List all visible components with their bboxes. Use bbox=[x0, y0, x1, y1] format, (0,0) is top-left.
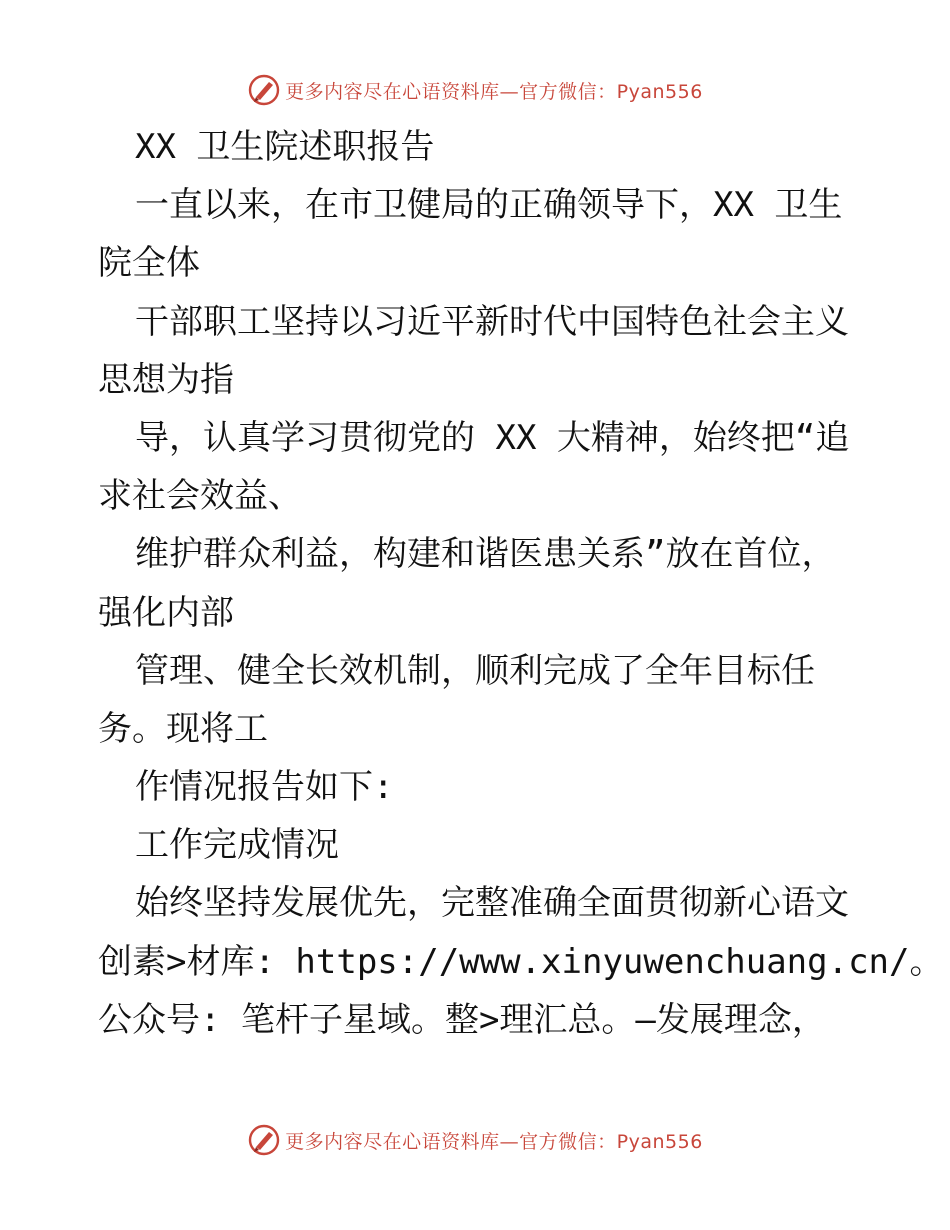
footer-banner-text bbox=[285, 1127, 703, 1154]
document-title: XX 卫生院述职报告 bbox=[135, 127, 435, 167]
paragraph-line: 维护群众利益，构建和谐医患关系”放在首位， bbox=[135, 534, 836, 575]
paragraph-line: 院全体 bbox=[98, 243, 200, 284]
pen-logo-icon bbox=[247, 1123, 281, 1157]
header-banner-label: 更多内容尽在心语资料库—官方微信： bbox=[285, 80, 617, 103]
paragraph-line: 公众号: 笔杆子星域。整>理汇总。—发展理念， bbox=[98, 999, 826, 1040]
footer-wechat-id: Pyan556 bbox=[616, 1130, 703, 1153]
document-body bbox=[98, 118, 944, 1049]
footer-banner bbox=[0, 1118, 950, 1162]
paragraph-line: 作情况报告如下: bbox=[135, 767, 394, 808]
paragraph-line: 强化内部 bbox=[98, 592, 234, 633]
header-banner-text bbox=[285, 77, 703, 104]
paragraph-line: 干部职工坚持以习近平新时代中国特色社会主义 bbox=[135, 301, 849, 342]
paragraph-line: 管理、健全长效机制，顺利完成了全年目标任 bbox=[135, 650, 815, 691]
paragraph-line: 思想为指 bbox=[98, 359, 234, 400]
section-heading: 工作完成情况 bbox=[135, 825, 339, 866]
paragraph-line: 一直以来，在市卫健局的正确领导下，XX 卫生 bbox=[135, 185, 843, 226]
paragraph-line: 务。现将工 bbox=[98, 708, 268, 749]
header-wechat-id: Pyan556 bbox=[616, 80, 703, 103]
paragraph-line: 始终坚持发展优先，完整准确全面贯彻新心语文 bbox=[135, 883, 849, 924]
paragraph-line: 求社会效益、 bbox=[98, 476, 302, 517]
pen-logo-icon bbox=[247, 73, 281, 107]
paragraph-line: 创素>材库: https://www.xinyuwenchuang.cn/。 bbox=[98, 941, 944, 982]
paragraph-line: 导，认真学习贯彻党的 XX 大精神，始终把“追 bbox=[135, 417, 850, 458]
footer-banner-label: 更多内容尽在心语资料库—官方微信： bbox=[285, 1130, 617, 1153]
header-banner bbox=[0, 68, 950, 112]
